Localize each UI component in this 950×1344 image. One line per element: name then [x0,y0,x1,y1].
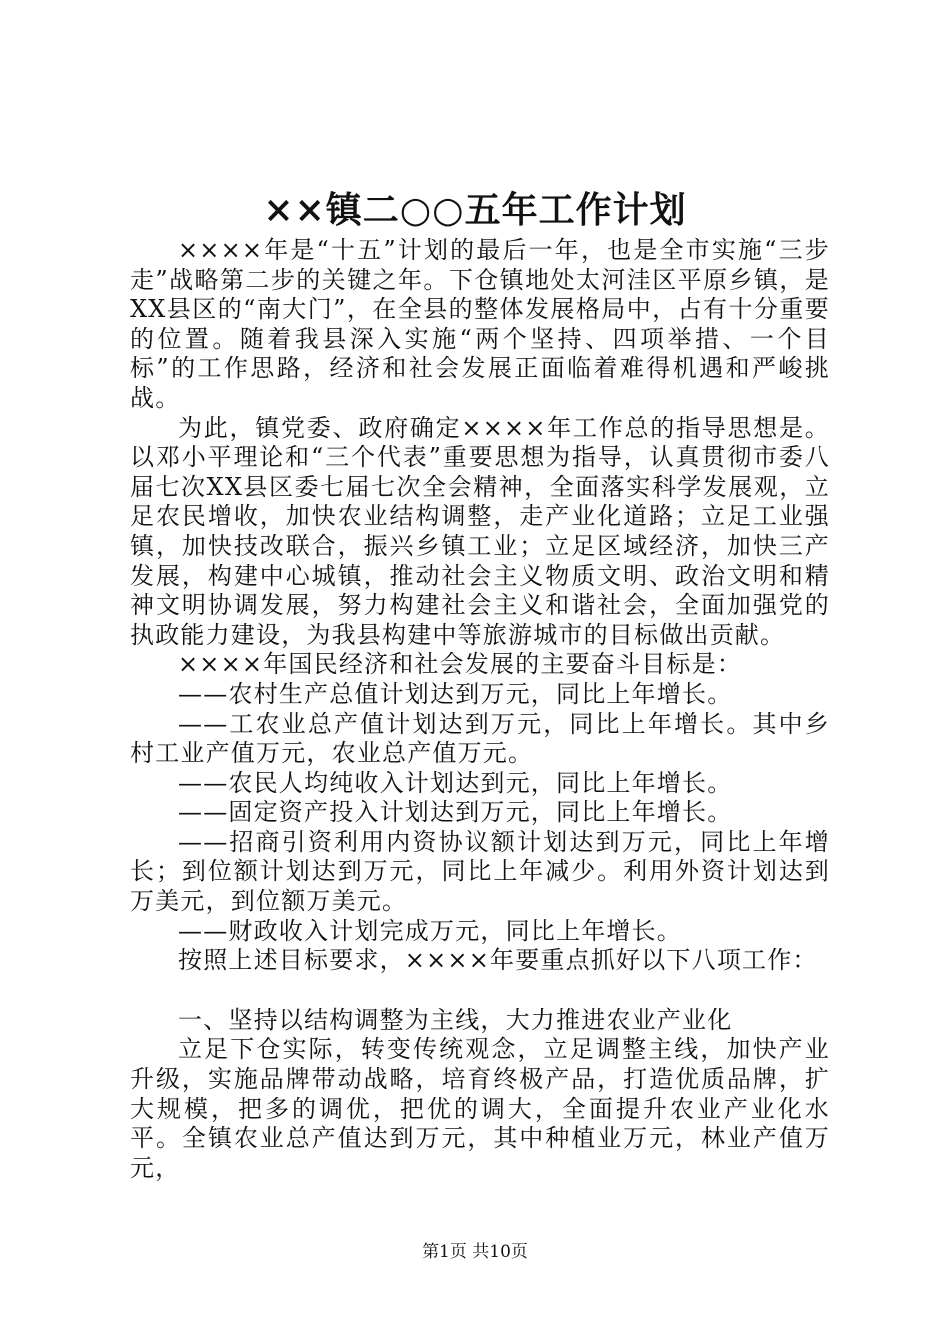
section-paragraph: 立足下仓实际，转变传统观念，立足调整主线，加快产业升级，实施品牌带动战略，培育终极产品，打造优质品牌，扩大规模，把多的调优，把优的调大，全面提升农业产业化水平。全镇农业总产值达到万元，其中种植业万元，林业产值万元， [130,1035,830,1182]
goal-item: ——招商引资利用内资协议额计划达到万元，同比上年增长；到位额计划达到万元，同比上年减少。利用外资计划达到万美元，到位额万美元。 [130,827,830,916]
document-body [130,236,830,1183]
intro-paragraph: ××××年是“十五”计划的最后一年，也是全市实施“三步走”战略第二步的关键之年。下仓镇地处太河洼区平原乡镇，是XX县区的“南大门”，在全县的整体发展格局中，占有十分重要的位置。随着我县深入实施“两个坚持、四项举措、一个目标”的工作思路，经济和社会发展正面临着难得机遇和严峻挑战。 [130,236,830,412]
section-heading: 一、坚持以结构调整为主线，大力推进农业产业化 [178,1005,733,1034]
goal-item: ——固定资产投入计划达到万元，同比上年增长。 [178,798,733,827]
document-title: ××镇二○○五年工作计划 [263,189,687,231]
page-footer: 第1页 共10页 [422,1242,528,1262]
goal-item: ——农村生产总值计划达到万元，同比上年增长。 [178,679,733,708]
goal-item: ——工农业总产值计划达到万元，同比上年增长。其中乡村工业产值万元，农业总产值万元。 [130,709,830,768]
section-spacer [130,976,830,1006]
guiding-thought-paragraph: 为此，镇党委、政府确定××××年工作总的指导思想是。以邓小平理论和“三个代表”重要思想为指导，认真贯彻市委八届七次XX县区委七届七次全会精神，全面落实科学发展观，立足农民增收，加快农业结构调整，走产业化道路；立足工业强镇，加快技改联合，振兴乡镇工业；立足区域经济，加快三产发展，构建中心城镇，推动社会主义物质文明、政治文明和精神文明协调发展，努力构建社会主义和谐社会，全面加强党的执政能力建设，为我县构建中等旅游城市的目标做出贡献。 [130,413,830,649]
goal-item: ——财政收入计划完成万元，同比上年增长。 [178,916,682,945]
goal-item: ——农民人均纯收入计划达到元，同比上年增长。 [178,768,733,797]
goals-intro-paragraph: ××××年国民经济和社会发展的主要奋斗目标是： [178,650,743,679]
work-items-intro-paragraph: 按照上述目标要求，××××年要重点抓好以下八项工作： [178,946,818,975]
